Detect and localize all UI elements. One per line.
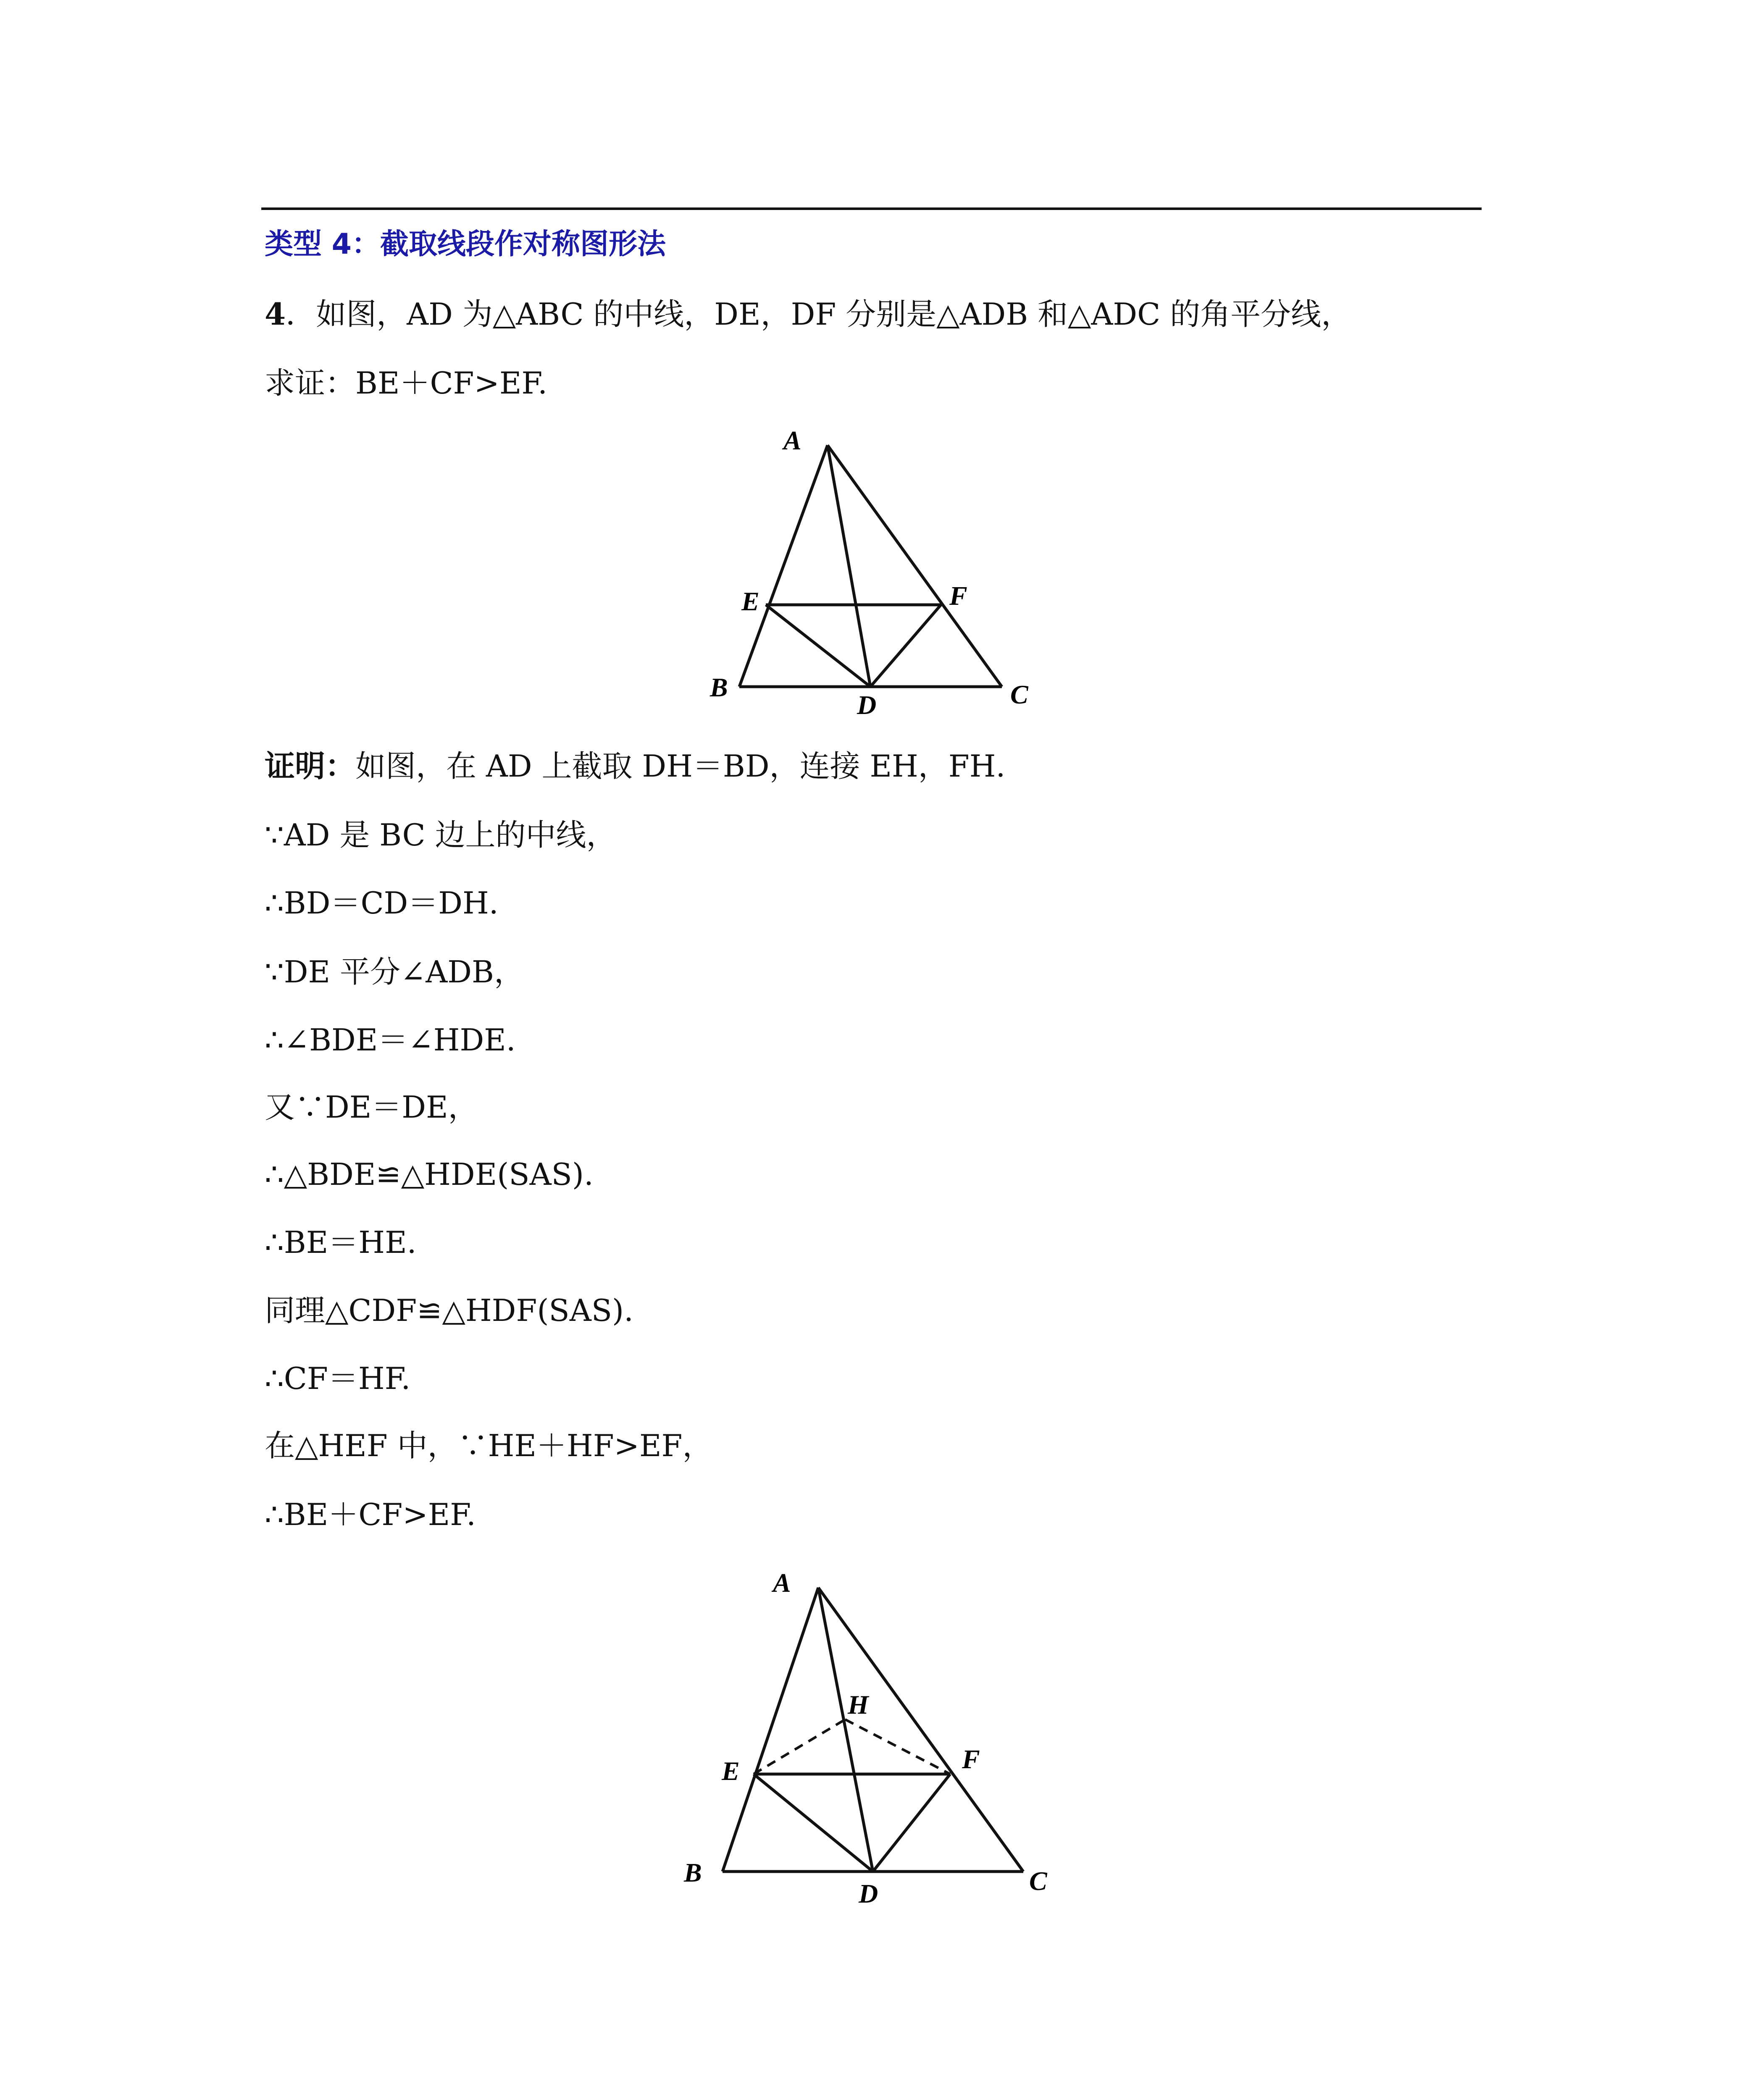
proof-step: 同理△CDF≌△HDF(SAS). [265,1293,634,1328]
label-h: H [848,1690,869,1719]
segment-ac [818,1588,1023,1872]
proof-step: ∴△BDE≌△HDE(SAS). [265,1157,594,1192]
segment-ed [766,605,870,687]
proof-step: ∴BE＋CF>EF. [265,1497,476,1532]
proof-intro [265,748,1006,784]
proof-step: ∴BD＝CD＝DH. [265,885,499,921]
label-d: D [859,1879,878,1908]
section-heading: 类型 4：截取线段作对称图形法 [265,228,666,261]
label-a: A [773,1568,791,1598]
problem-number: 4 [265,296,286,332]
proof-step: ∵AD 是 BC 边上的中线， [265,817,617,853]
segment-ed [754,1774,873,1872]
header-rule [261,207,1482,210]
segment-ac [828,445,1002,687]
label-c: C [1010,680,1028,709]
proof-step: ∴∠BDE＝∠HDE. [265,1022,516,1058]
proof-intro-text: 如图，在 AD 上截取 DH＝BD，连接 EH，FH. [355,748,1006,784]
problem-text: ．如图，AD 为△ABC 的中线，DE，DF 分别是△ADB 和△ADC 的角平分线， [286,297,1352,332]
label-f: F [962,1744,980,1774]
figure-triangle-1 [697,424,1075,735]
label-c: C [1029,1866,1047,1896]
label-e: E [722,1756,740,1786]
segment-fd [873,1774,950,1872]
proof-step: 在△HEF 中，∵HE＋HF>EF， [265,1428,713,1463]
segment-fd [870,605,941,687]
figure-triangle-2 [672,1558,1092,1924]
segment-ad [828,445,870,687]
proof-label: 证明： [265,748,356,784]
label-e: E [741,586,759,616]
proof-step: ∵DE 平分∠ADB， [265,954,524,990]
segment-ab [739,445,828,687]
proof-step: ∴CF＝HF. [265,1361,411,1396]
label-b: B [684,1858,702,1887]
label-a: A [783,425,801,455]
segment-ab [723,1588,818,1872]
prove-line: 求证：BE＋CF>EF. [265,365,548,401]
label-d: D [857,690,877,720]
proof-step: 又∵DE＝DE， [265,1089,478,1125]
label-f: F [949,581,967,611]
problem-statement [265,296,1352,332]
label-b: B [710,672,728,702]
proof-step: ∴BE＝HE. [265,1225,417,1260]
segment-eh-dashed [754,1719,845,1774]
